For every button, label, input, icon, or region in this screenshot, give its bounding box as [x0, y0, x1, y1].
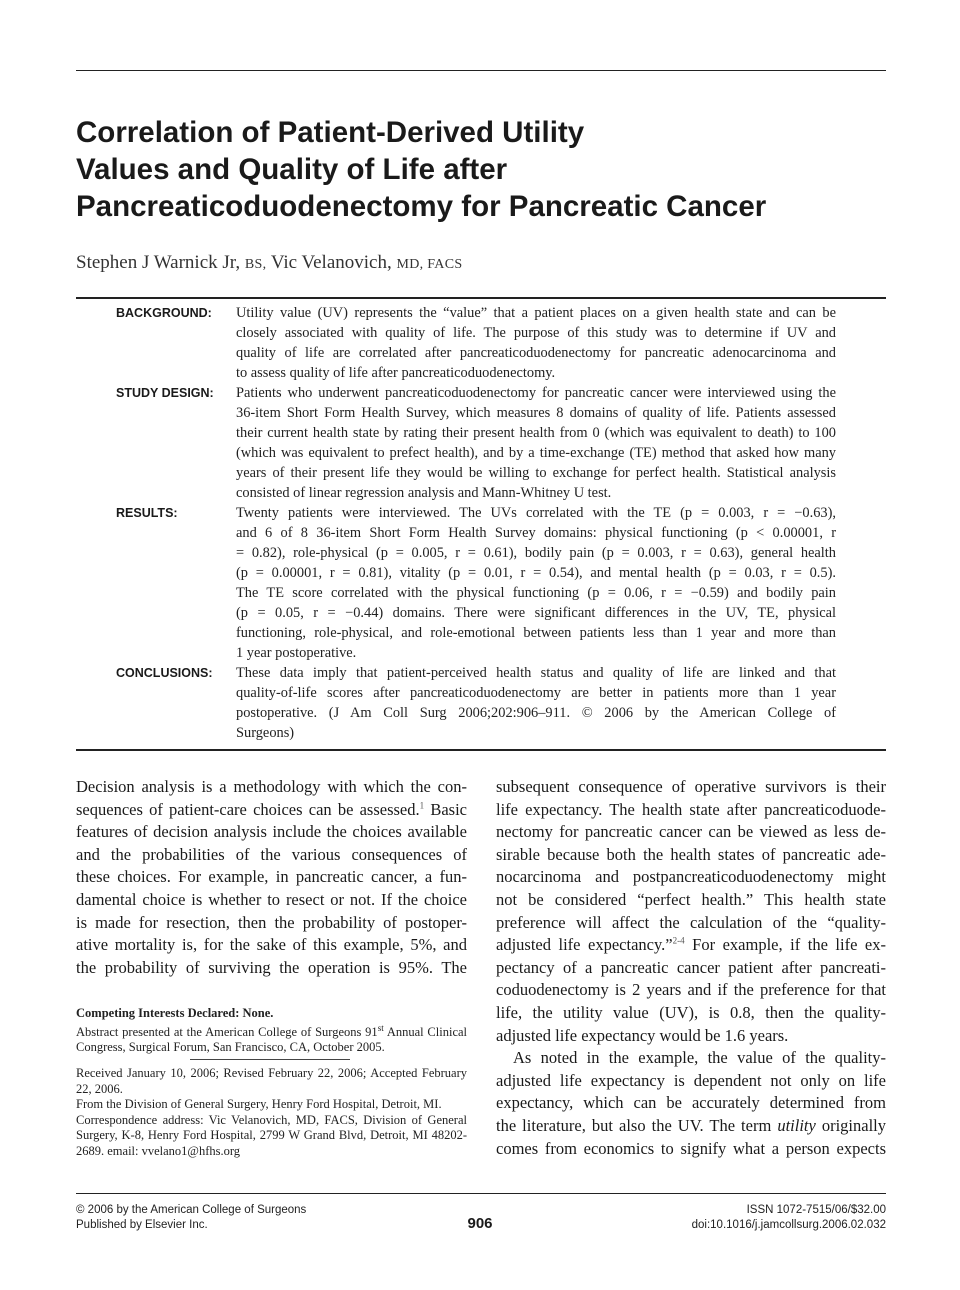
abstract-label: CONCLUSIONS:: [116, 666, 213, 680]
body-line: [496, 934, 886, 957]
page-number: 906: [467, 1215, 493, 1232]
abstract-label: RESULTS:: [116, 506, 178, 520]
body-line: pectancy of a pancreatic cancer patient after pancreati-: [496, 957, 886, 977]
text-line: Surgeons): [236, 725, 295, 741]
footnote-line: Correspondence address: Vic Velanovich, MD, FACS, Division of General: [76, 1112, 467, 1127]
title-line: Values and Quality of Life after: [76, 153, 508, 186]
body-line: Decision analysis is a methodology with which the con-: [76, 777, 467, 796]
body-line: As noted in the example, the value of the quality-: [513, 1048, 886, 1068]
body-line: life, the utility value (UV), is 0.8, then the quality-: [496, 1002, 886, 1022]
footnote-divider: [190, 1059, 350, 1060]
body-line: the probability of surviving the operation is 95%. The: [76, 957, 467, 977]
abstract-results: [76, 503, 886, 663]
text-line: (p = 0.05, r = −0.44) domains. There were significant differences in the UV, TE, physical: [236, 605, 836, 621]
article-title: [76, 114, 876, 225]
body-line: coduodenectomy is 2 years and if the preference for that: [496, 980, 886, 1000]
body-italic-term: utility: [777, 1115, 816, 1135]
body-line: subsequent consequence of operative survivors is their: [496, 777, 886, 796]
text-line: their current health state by rating their present health from 0 (which was equivalent to death) to 100: [236, 425, 836, 441]
text-line: functioning, role-physical, and role-emotional between patients less than 1 year and more than: [236, 625, 836, 641]
text-line: Patients who underwent pancreaticoduodenectomy for pancreatic cancer were interviewed using the: [236, 385, 836, 401]
body-line: nocarcinoma and postpancreaticoduodenectomy might: [496, 867, 886, 887]
top-rule: [76, 70, 886, 71]
abstract: [76, 303, 886, 743]
body-line: and the probabilities of the various consequences of: [76, 844, 467, 864]
text-line: quality of life are correlated after pancreaticoduodenectomy for pancreatic adenocarcinoma and: [236, 345, 836, 361]
footer-doi[interactable]: doi:10.1016/j.jamcollsurg.2006.02.032: [691, 1219, 886, 1231]
footer-rule: [76, 1193, 886, 1194]
body-line: damental choice is whether to resect or not. If the choice: [76, 889, 467, 909]
footnote-line: 2689. email: vvelano1@hfhs.org: [76, 1143, 241, 1158]
footnotes-details: [76, 1066, 467, 1159]
footer-copyright: © 2006 by the American College of Surgeons: [76, 1204, 307, 1216]
abstract-bottom-rule: [76, 749, 886, 751]
body-line: features of decision analysis include the choices available: [76, 822, 467, 842]
footnote-line: Surgery, K-8, Henry Ford Hospital, 2799 W Grand Blvd, Detroit, MI 48202-: [76, 1128, 467, 1142]
abstract-study-design: [76, 383, 886, 503]
body-text: sequences of patient-care choices can be assessed.: [76, 799, 420, 819]
text-line: 36-item Short Form Health Survey, which measures 8 domains of quality of life. Patients assessed: [236, 405, 836, 421]
footnote-text: Annual Clinical: [386, 1024, 468, 1039]
text-line: quality-of-life scores after pancreaticoduodenectomy are better in patients more than 1 year: [236, 685, 836, 701]
text-line: consisted of linear regression analysis and Mann-Whitney U test.: [236, 485, 612, 501]
footnotes: [76, 1006, 467, 1056]
body-text: For example, if the life ex-: [692, 935, 886, 955]
footnote-line: 22, 2006.: [76, 1081, 123, 1096]
text-line: postoperative. (J Am Coll Surg 2006;202:906–911. © 2006 by the American College of: [236, 705, 836, 721]
text-line: Utility value (UV) represents the “value” that a patient places on a given health state and can be: [236, 305, 836, 321]
body-line: nectomy for pancreatic cancer can be viewed as less de-: [496, 822, 886, 842]
author-name: Vic Velanovich,: [270, 252, 392, 273]
abstract-text: [236, 303, 836, 383]
abstract-top-rule: [76, 297, 886, 299]
footnote-line: [76, 1022, 468, 1041]
title-line: Correlation of Patient-Derived Utility: [76, 116, 585, 149]
footer-publisher: Published by Elsevier Inc.: [76, 1219, 208, 1231]
text-line: 1 year postoperative.: [236, 645, 357, 661]
abstract-conclusions: [76, 663, 886, 743]
abstract-label: BACKGROUND:: [116, 306, 212, 320]
body-line: comes from economics to signify what a person expects: [496, 1138, 886, 1158]
text-line: These data imply that patient-perceived health status and quality of life are linked and that: [236, 665, 836, 681]
footnote-line: From the Division of General Surgery, Henry Ford Hospital, Detroit, MI.: [76, 1097, 442, 1111]
body-line: is made for resection, then the probability of postoper-: [76, 912, 467, 932]
body-line: life expectancy. The health state after pancreaticoduode-: [496, 799, 886, 819]
abstract-background: [76, 303, 886, 383]
body-line: sirable because both the health states of pancreatic ade-: [496, 844, 886, 864]
body-line: [496, 1115, 886, 1138]
text-line: The TE score correlated with the physical functioning (p = 0.06, r = −0.59) and bodily pain: [236, 585, 836, 601]
footer-issn: ISSN 1072-7515/06/$32.00: [746, 1204, 886, 1216]
reference-link[interactable]: 1: [419, 800, 425, 811]
body-line: adjusted life expectancy would be 1.6 years.: [496, 1025, 789, 1045]
body-line: not be considered “perfect health.” This health state: [496, 889, 886, 909]
footnote-line: Congress, Surgical Forum, San Francisco, CA, October 2005.: [76, 1040, 385, 1054]
text-line: (which was equivalent to prefect health), and by a time-exchange (TE) method that asked how many: [236, 445, 836, 461]
author-credentials: BS,: [244, 257, 267, 272]
text-line: (p = 0.00001, r = 0.81), vitality (p = 0.01, r = 0.54), and mental health (p = 0.03, r = 0.5).: [236, 565, 836, 581]
text-line: years of their present life they would be willing to exchange for perfect health. Statistical analysis: [236, 465, 836, 481]
text-line: and 6 of 8 36-item Short Form Health Survey domains: physical functioning (p < 0.00001, r: [236, 525, 836, 541]
footnote-line: Received January 10, 2006; Revised February 22, 2006; Accepted February: [76, 1066, 467, 1080]
competing-interests: Competing Interests Declared: None.: [76, 1006, 274, 1020]
abstract-label: STUDY DESIGN:: [116, 386, 214, 400]
text-line: closely associated with quality of life. The purpose of this study was to determine if UV and: [236, 325, 836, 341]
abstract-text: [236, 663, 836, 743]
text-line: = 0.82), role-physical (p = 0.005, r = 0.61), bodily pain (p = 0.003, r = 0.63), general health: [236, 545, 836, 561]
body-column-right: [496, 776, 886, 1160]
title-line: Pancreaticoduodenectomy for Pancreatic Cancer: [76, 190, 767, 223]
footnote-sup: st: [377, 1022, 384, 1033]
body-text: the literature, but also the UV. The term: [496, 1115, 772, 1135]
body-line: preference will affect the calculation of the “quality-: [496, 912, 886, 932]
author-credentials: MD, FACS: [396, 257, 463, 272]
body-line: [76, 799, 467, 822]
text-line: to assess quality of life after pancreaticoduodenectomy.: [236, 365, 556, 381]
reference-link[interactable]: 2-4: [672, 935, 685, 946]
footer-right: [692, 1203, 886, 1233]
abstract-text: [236, 383, 836, 503]
body-text: Basic: [430, 799, 468, 819]
body-column-left: [76, 776, 467, 979]
body-text: adjusted life expectancy.”: [496, 935, 673, 955]
text-line: Twenty patients were interviewed. The UVs correlated with the TE (p = 0.003, r = −0.63),: [236, 505, 836, 521]
body-line: expectancy, which can be accurately determined from: [496, 1093, 886, 1113]
body-text: originally: [821, 1115, 886, 1135]
body-line: adjusted life expectancy is dependent not only on life: [496, 1070, 886, 1090]
footnote-text: Abstract presented at the American College of Surgeons 91: [76, 1024, 378, 1039]
abstract-text: [236, 503, 836, 663]
body-line: these choices. For example, in pancreatic cancer, a fun-: [76, 867, 467, 887]
author-name: Stephen J Warnick Jr,: [76, 252, 241, 273]
author-list: [76, 252, 462, 274]
body-line: ative mortality is, for the sake of this example, 5%, and: [76, 935, 467, 955]
